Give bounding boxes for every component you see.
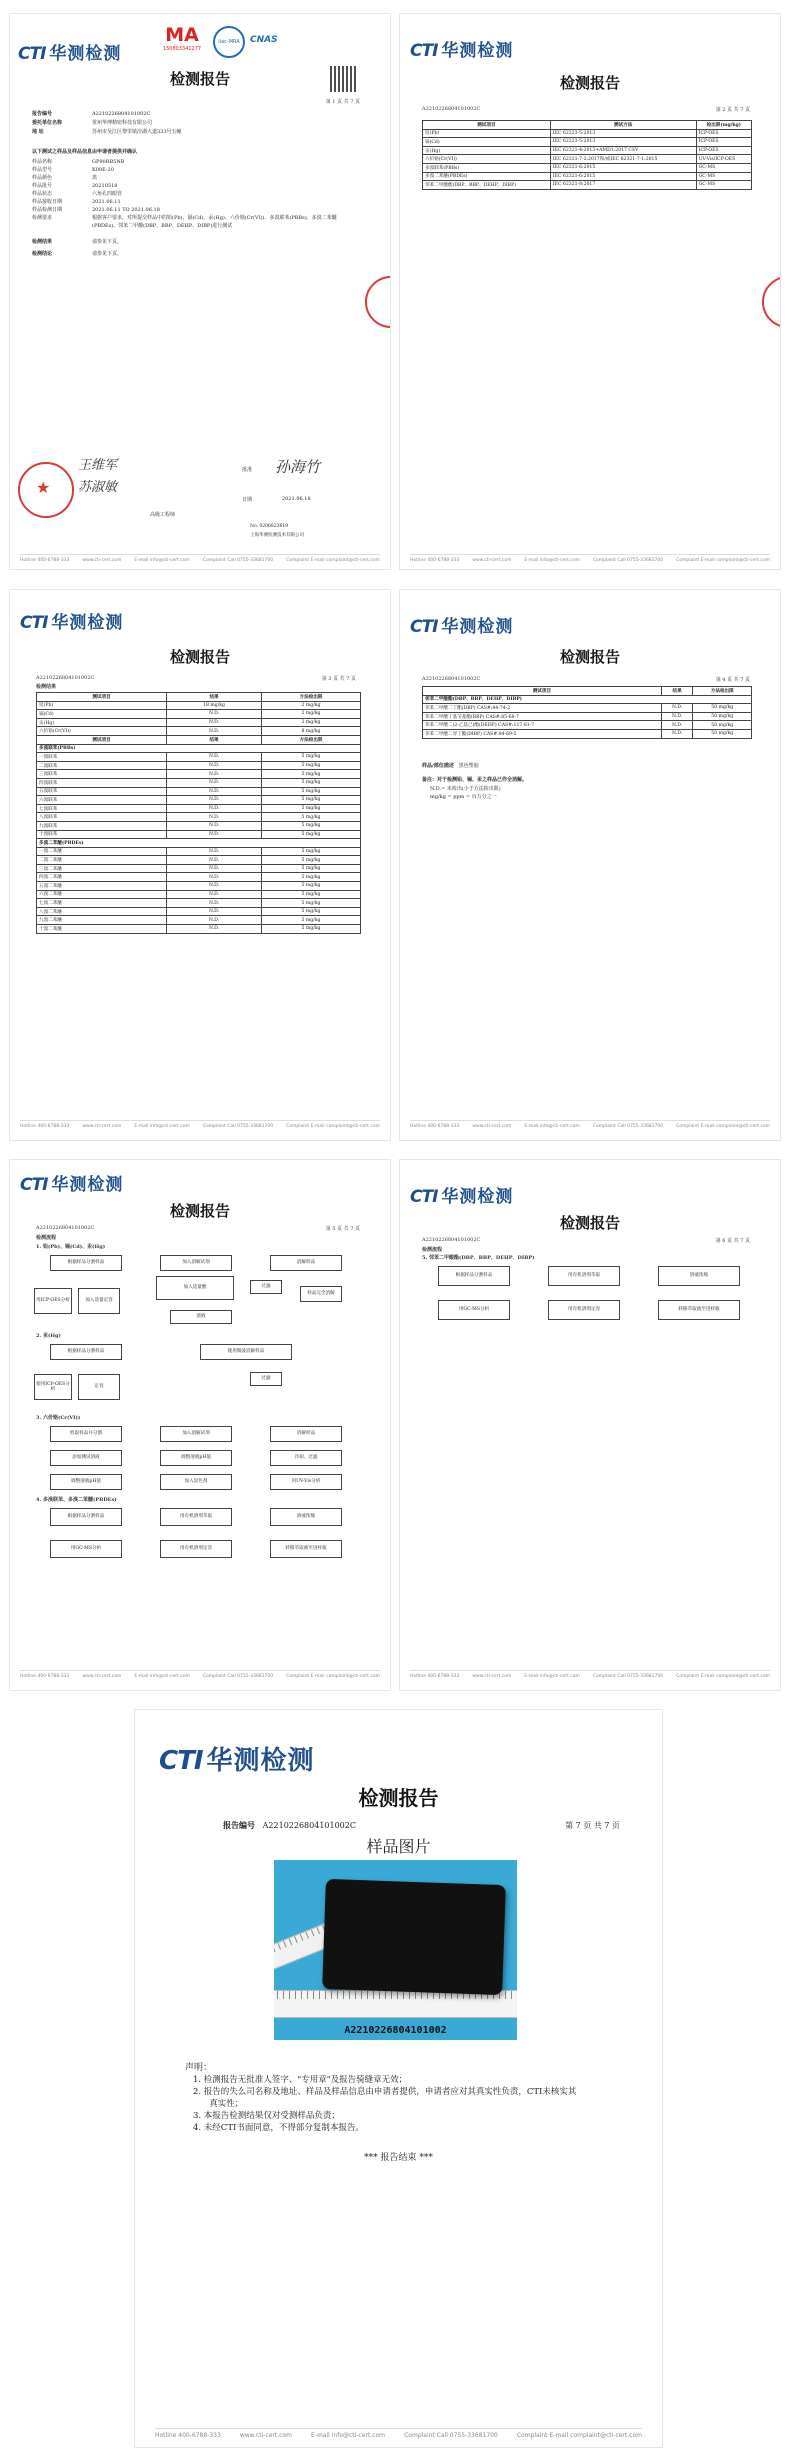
page-title: 检测报告 [559,648,620,666]
page-footer: Hotline 400-6788-333 www.cti-cert.com E-mail info@cti-cert.com Complaint Call 0755-33681700 Complaint E-mail complaint@cti-cert.com [20,1120,380,1129]
report-number: A2210226804101002C [422,1237,481,1243]
cnas-logo: CNAS [250,35,278,45]
statement-item: 1. 检测报告无批准人签字、"专用章"及报告骑缝章无效； [193,2075,408,2085]
flow-step: 调整溶液pH值 [50,1474,122,1490]
table-row: 一溴联苯 N.D. 5 mg/kg [37,753,361,762]
statement-title: 声明： [185,2063,213,2073]
flow-step: 剪取样品并分割 [50,1426,122,1442]
stamp-star-icon: ★ [36,478,51,497]
flow-step: 溶液浓缩 [658,1266,740,1286]
table-row: 多溴二苯醚(PBDEs) IEC 62321-6:2015 GC-MS [423,172,752,181]
flow-step: 添加测试溶液 [50,1450,122,1466]
report-page-7 [135,1710,662,2447]
flow-step: 根据样品分割样品 [50,1508,122,1526]
flow-step: 加入消解试剂 [160,1255,232,1271]
page-title: 检测报告 [358,1786,439,1810]
table-row: 汞(Hg) IEC 62321-4:2013+AMD1:2017 CSV ICP-OES [423,146,752,155]
photo-caption: A2210226804101002 [344,2025,447,2036]
table-row: 四溴二苯醚 N.D. 5 mg/kg [37,873,361,882]
flow-step: 根据样品分割样品 [50,1255,122,1271]
report-number: A2210226804101002C [36,1225,95,1231]
table-row: 六溴二苯醚 N.D. 5 mg/kg [37,890,361,899]
table-row: 铅(Pb) 18 mg/kg 2 mg/kg [37,701,361,710]
table-row: 汞(Hg) N.D. 2 mg/kg [37,718,361,727]
flow-step: 溶液 [170,1310,232,1324]
report-page-1 [10,14,390,569]
company-name: 上海华测检测技术有限公司 [250,533,304,538]
statement-list [193,2074,613,2134]
table-row: 八溴二苯醚 N.D. 5 mg/kg [37,907,361,916]
report-number: A2210226804101002C [422,676,481,682]
flow-section-5: 5. 邻苯二甲酸酯(DBP、BBP、DEHP、DIBP) [422,1255,535,1261]
seam-stamp [762,276,780,328]
notes-title: 备注：对于检测铅、镉、汞之样品已作全消解。 [422,777,528,783]
table-row: 七溴二苯醚 N.D. 5 mg/kg [37,899,361,908]
table-row: 六价铬(Cr(VI)) N.D. 8 mg/kg [37,727,361,736]
table-row: 七溴联苯 N.D. 5 mg/kg [37,804,361,813]
results-table: 测试项目 结果 方法检出限 铅(Pb) 18 mg/kg 2 mg/kg 镉(Cd) N.D. 2 mg/kg 汞(Hg) N.D. 2 mg/kg 六价铬(Cr(VI)) N.D. 8 mg/kg 测试项目 结果 方法检出限 多溴联苯(PBBs) 一溴联苯 N.D. 5 mg/kg 二溴联苯 N.D. 5 mg/kg 三溴联苯 N.D. 5 mg/kg 四溴联苯 N.D. 5 mg/kg 五溴联苯 N.D. 5 mg/kg 六溴联苯 N.D. 5 mg/kg 七溴联苯 N.D. 5 mg/kg 八溴联苯 N.D. 5 mg/kg 九溴联苯 N.D. 5 mg/kg 十溴联苯 N.D. 5 mg/kg 多溴二苯醚(PBDEs) 一溴二苯醚 N.D. 5 mg/kg 二溴二苯醚 N.D. 5 mg/kg 三溴二苯醚 N.D. 5 mg/kg 四溴二苯醚 N.D. 5 mg/kg 五溴二苯醚 N.D. 5 mg/kg 六溴二苯醚 N.D. 5 mg/kg 七溴二苯醚 N.D. 5 mg/kg 八溴二苯醚 N.D. 5 mg/kg 九溴二苯醚 N.D. 5 mg/kg 十溴二苯醚 N.D. 5 mg/kg [36,692,361,934]
cti-logo: CTI 华测检测 [20,1175,124,1195]
page-number: 第 6 页 共 7 页 [715,1238,750,1244]
report-page-4 [400,590,780,1140]
table-row: 六溴联苯 N.D. 5 mg/kg [37,796,361,805]
flow-step: 使用ICP-OES分析 [34,1374,72,1400]
page-footer: Hotline 400-6788-333 www.cti-cert.com E-mail info@cti-cert.com Complaint Call 0755-33681700 Complaint E-mail complaint@cti-cert.com [155,2428,642,2439]
signature-reviewer: 苏淑敏 [78,480,118,495]
flow-step: 用ICP-OES分析 [34,1288,72,1314]
cti-logo: CTI 华测检测 [159,1746,315,1776]
flow-step: 用有机溶剂定容 [160,1540,232,1558]
table-row: 五溴二苯醚 N.D. 5 mg/kg [37,882,361,891]
flow-title: 检测流程 [422,1247,443,1253]
page-number: 第 1 页 共 7 页 [325,99,360,105]
report-number: A2210226804101002C [422,106,481,112]
page-number: 第 3 页 共 7 页 [321,676,356,682]
page-number: 第 5 页 共 7 页 [325,1226,360,1232]
table-row: 五溴联苯 N.D. 5 mg/kg [37,787,361,796]
page-number: 第 2 页 共 7 页 [715,107,750,113]
page-number: 第 4 页 共 7 页 [715,677,750,683]
ilac-logo: ilac-MRA [213,26,245,58]
table-row: 三溴二苯醚 N.D. 5 mg/kg [37,864,361,873]
flow-step: 根据样品分割样品 [438,1266,510,1286]
table-row: 十溴联苯 N.D. 5 mg/kg [37,830,361,839]
flow-step: 过滤 [250,1280,282,1294]
flow-step: 消解样品 [270,1255,342,1271]
flow-title: 检测流程 [36,1235,57,1241]
table-row: 邻苯二甲酸二异丁酯(DIBP) CAS#:84-69-5 N.D. 50 mg/kg [423,729,752,738]
page-footer: Hotline 400-6788-333 www.cti-cert.com E-mail info@cti-cert.com Complaint Call 0755-33681700 Complaint E-mail complaint@cti-cert.com [410,554,770,563]
cti-logo: CTI 华测检测 [20,613,124,633]
flow-step: 转移萃取液至进样瓶 [270,1540,342,1558]
sample-sheet [322,1879,506,1995]
table-row: 八溴联苯 N.D. 5 mg/kg [37,813,361,822]
flow-step: 过滤 [250,1372,282,1386]
table-row: 邻苯二甲酸二(2-乙基己)酯(DEHP) CAS#:117-81-7 N.D. 50 mg/kg [423,721,752,730]
flow-step: 用有机溶剂萃取 [548,1266,620,1286]
report-number: 报告编号 A2210226804101002C [223,1820,356,1830]
report-page-6 [400,1160,780,1690]
sample-photo [274,1860,517,2040]
flow-section-1: 1. 铅(Pb)、镉(Cd)、汞(Hg) [36,1244,106,1250]
flow-section-4: 4. 多溴联苯、多溴二苯醚(PBDEs) [36,1497,117,1503]
phthalate-table: 测试项目 结果 方法检出限 邻苯二甲酸酯(DBP、BBP、DEHP、DIBP) 邻苯二甲酸二丁酯(DBP) CAS#:84-74-2 N.D. 50 mg/kg 邻苯二甲酸丁基苄基酯(BBP) CAS#:85-68-7 N.D. 50 mg/kg 邻苯二甲酸二(2-乙基己)酯(DEHP) CAS#:117-81-7 N.D. 50 mg/kg 邻苯二甲酸二异丁酯(DIBP) CAS#:84-69-5 N.D. 50 mg/kg [422,686,752,739]
sign-label-approve: 批准 [242,467,253,473]
table-row: 镉(Cd) IEC 62321-5:2013 ICP-OES [423,138,752,147]
flow-step: 定容 [78,1374,120,1400]
flow-step: 溶液浓缩 [270,1508,342,1526]
page-title: 检测报告 [559,74,620,92]
table-row: 一溴二苯醚 N.D. 5 mg/kg [37,847,361,856]
flow-step: 用有机溶剂定容 [548,1300,620,1320]
photo-title: 样品图片 [366,1837,431,1856]
flow-section-2: 2. 汞(Hg) [36,1333,61,1339]
cti-logo: CTI 华测检测 [410,41,514,61]
flow-step: 转移萃取液至进样瓶 [658,1300,740,1320]
report-serial: No. 0206823619 [250,524,289,529]
flow-step: 根据样品分割样品 [50,1344,122,1360]
flow-step: 调整溶液pH值 [160,1450,232,1466]
flow-step: 加入适量定容 [78,1288,120,1314]
flow-step: 加入适量酸 [156,1276,234,1300]
page-number: 第 7 页 共 7 页 [565,1821,620,1830]
page-footer: Hotline 400-6788-333 www.cti-cert.com E-mail info@cti-cert.com Complaint Call 0755-33681700 Complaint E-mail complaint@cti-cert.com [410,1120,770,1129]
statement-item: 真实性； [193,2099,244,2109]
page-title: 检测报告 [169,648,230,666]
table-row: 九溴二苯醚 N.D. 5 mg/kg [37,916,361,925]
sample-section-title: 以下测试之样品及样品信息由申请者提供并确认 [32,149,138,155]
table-row: 三溴联苯 N.D. 5 mg/kg [37,770,361,779]
flow-step: 用UV-Vis分析 [270,1474,342,1490]
flow-step: 加入消解试剂 [160,1426,232,1442]
table-row: 十溴二苯醚 N.D. 5 mg/kg [37,925,361,934]
sample-fields: 样品名称 GP90RB5NB 样品型号 K09E-20 样品颜色 黑 样品批号 20210518 样品状态 六角孔四眼管 样品接收日期 2021.06.11 样品检测日期 2021.06.11 TO 2021.06.18 检测要求 根据客户要求，对所提交样品中的铅(Pb)、镉(Cd)、汞(Hg)、六价铬(Cr(VI))、多溴联苯(PBBs)、多溴二苯醚(PBDEs)、邻苯二甲酸(DBP、BBP、DEHP、DIBP)进行测试 检测结果 请参见下页。 检测结论 请参见下页。 [32,159,337,257]
report-number: A2210226804101002C [36,675,95,681]
cti-logo: CTI 华测检测 [18,44,122,64]
approver-title: 高级工程师 [150,512,176,518]
sample-description: 样品/部位描述 黑色塑胶 [422,763,479,769]
page-title: 检测报告 [169,1202,230,1220]
signature-approver: 孙海竹 [275,458,321,476]
report-page-3 [10,590,390,1140]
flow-step: 冷却、过滤 [270,1450,342,1466]
flow-section-3: 3. 六价铬(Cr(VI)) [36,1415,81,1421]
flow-step: 用GC-MS分析 [50,1540,122,1558]
page-title: 检测报告 [559,1214,620,1232]
table-row: 铅(Pb) IEC 62321-5:2013 ICP-OES [423,129,752,138]
report-date: 2021.06.18 [282,496,311,502]
table-row: 镉(Cd) N.D. 2 mg/kg [37,710,361,719]
ma-logo: MA 150803341277 [162,24,202,52]
table-row: 九溴联苯 N.D. 5 mg/kg [37,821,361,830]
note-item: mg/kg = ppm = 百万分之一 [430,794,497,800]
cti-logo: CTI 华测检测 [410,1187,514,1207]
cti-logo: CTI 华测检测 [410,617,514,637]
flow-step: 消解样品 [270,1426,342,1442]
page-footer: Hotline 400-6788-333 www.cti-cert.com E-mail info@cti-cert.com Complaint Call 0755-33681700 Complaint E-mail complaint@cti-cert.com [20,554,380,563]
page-footer: Hotline 400-6788-333 www.cti-cert.com E-mail info@cti-cert.com Complaint Call 0755-33681700 Complaint E-mail complaint@cti-cert.com [20,1670,380,1679]
table-row: 多溴联苯(PBBs) IEC 62321-6:2015 GC-MS [423,163,752,172]
seam-stamp [365,276,390,328]
report-end: *** 报告结束 *** [364,2153,433,2163]
table-row: 邻苯二甲酸酯(DBP、BBP、DEHP、DIBP) IEC 62321-8:2017 GC-MS [423,181,752,190]
page-footer: Hotline 400-6788-333 www.cti-cert.com E-mail info@cti-cert.com Complaint Call 0755-33681700 Complaint E-mail complaint@cti-cert.com [410,1670,770,1679]
note-item: N.D.= 未检出(小于方法检出限) [430,786,501,792]
report-page-2 [400,14,780,569]
sign-label-date: 日期 [242,497,253,503]
flow-step: 加入显色剂 [160,1474,232,1490]
table-row: 邻苯二甲酸丁基苄基酯(BBP) CAS#:85-68-7 N.D. 50 mg/kg [423,712,752,721]
results-title: 检测结果 [36,684,57,690]
report-page-5 [10,1160,390,1690]
table-row: 邻苯二甲酸二丁酯(DBP) CAS#:84-74-2 N.D. 50 mg/kg [423,704,752,713]
statement-item: 2. 报告的失么司名称及地址、样品及样品信息由申请者提供，申请者应对其真实性负责，CTI未核实其 [193,2087,577,2097]
statement-item: 4. 未经CTI书面同意，不得部分复制本报告。 [193,2123,364,2133]
flow-step: 样品完全消解 [300,1286,342,1302]
signature-compiler: 王维军 [78,458,118,473]
method-table: 测试项目 测试方法 检出限(mg/kg) 铅(Pb) IEC 62321-5:2013 ICP-OES 镉(Cd) IEC 62321-5:2013 ICP-OES 汞(Hg) IEC 62321-4:2013+AMD1:2017 CSV ICP-OES 六价铬(Cr(VI)) IEC 62321-7-2:2017和/或IEC 62321-7-1:2015 UV-Vis/ICP-OES 多溴联苯(PBBs) IEC 62321-6:2015 GC-MS 多溴二苯醚(PBDEs) IEC 62321-6:2015 GC-MS 邻苯二甲酸酯(DBP、BBP、DEHP、DIBP) IEC 62321-8:2017 GC-MS [422,120,752,190]
table-row: 六价铬(Cr(VI)) IEC 62321-7-2:2017和/或IEC 62321-7-1:2015 UV-Vis/ICP-OES [423,155,752,164]
table-row: 二溴二苯醚 N.D. 5 mg/kg [37,856,361,865]
table-row: 二溴联苯 N.D. 5 mg/kg [37,761,361,770]
table-row: 四溴联苯 N.D. 5 mg/kg [37,778,361,787]
statement-item: 3. 本报告检测结果仅对受测样品负责； [193,2111,340,2121]
flow-step: 用GC-MS分析 [438,1300,510,1320]
page-title: 检测报告 [169,70,230,88]
flow-step: 使用微波消解样品 [200,1344,292,1360]
flow-step: 用有机溶剂萃取 [160,1508,232,1526]
client-fields: 报告编号 A2210226804101002C 委托单位名称 常州华博精密科技有限公司 地 址 苏州市吴江区黎里镇汾湖大道333号五幢 [32,111,182,135]
